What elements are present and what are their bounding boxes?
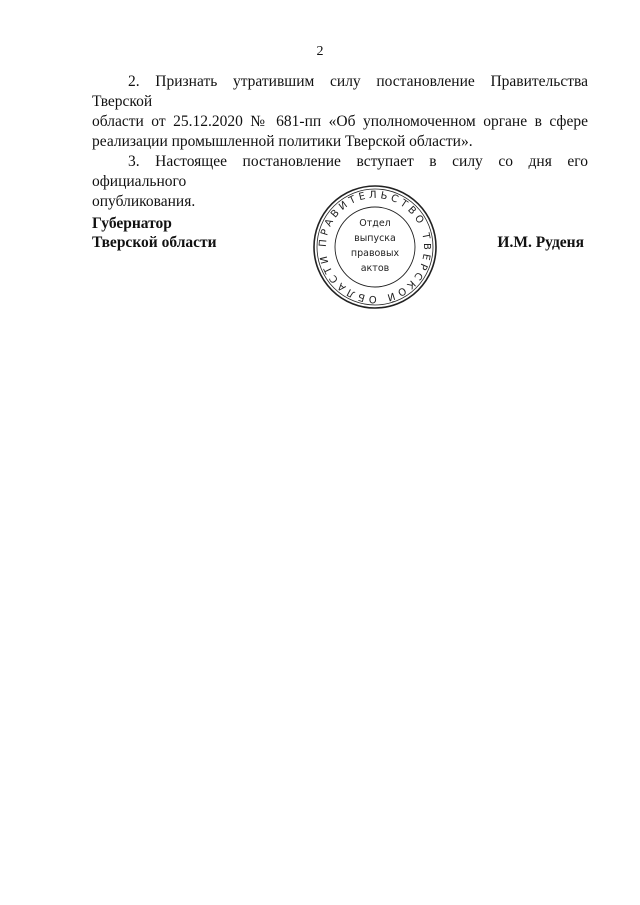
paragraph-line: 3. Настоящее постановление вступает в силу со дня его официального <box>92 153 588 190</box>
signatory-position <box>92 214 217 252</box>
seal-center-line: правовых <box>350 248 400 259</box>
seal-center-line: Отдел <box>359 218 391 229</box>
signatory-position-line2: Тверской области <box>92 234 217 251</box>
page-number: 2 <box>316 44 324 59</box>
signatory-position-line1: Губернатор <box>92 215 172 232</box>
paragraph-line: 2. Признать утратившим силу постановление Правительства Тверской <box>92 73 588 110</box>
seal-ring-text: ПРАВИТЕЛЬСТВО ТВЕРСКОЙ ОБЛАСТИ <box>317 189 433 305</box>
seal-center-line: выпуска <box>354 233 396 244</box>
paragraph-2 <box>92 72 588 152</box>
signatory-name: И.М. Руденя <box>497 234 584 251</box>
seal-outer-ring <box>314 186 436 308</box>
paragraph-line: реализации промышленной политики Тверской области». <box>92 133 473 150</box>
official-seal <box>312 184 438 310</box>
paragraph-line: области от 25.12.2020 № 681-пп «Об уполномоченном органе в сфере <box>92 113 588 130</box>
paragraph-line: опубликования. <box>92 193 196 210</box>
seal-outer-ring-inner <box>317 189 433 305</box>
seal-center-line: актов <box>360 263 390 274</box>
